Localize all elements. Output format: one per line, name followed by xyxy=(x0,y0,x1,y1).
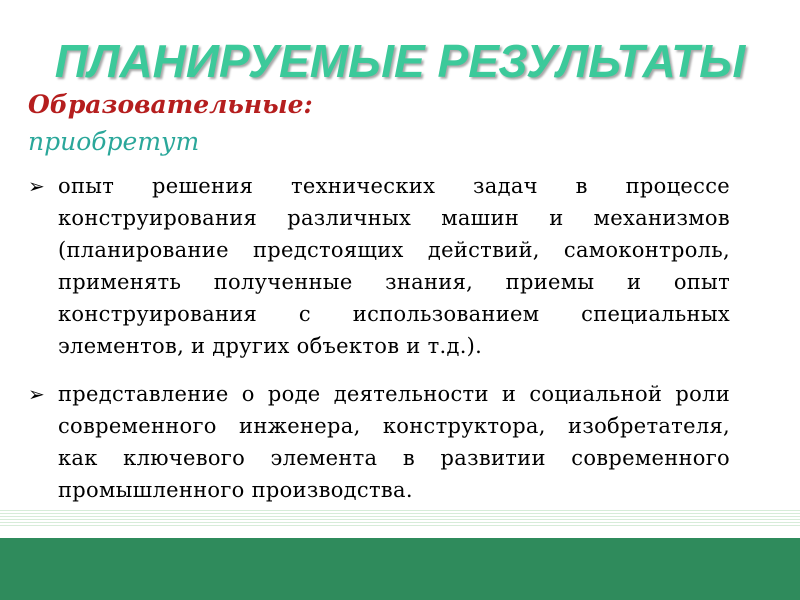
footer-decoration xyxy=(0,510,800,600)
list-item xyxy=(28,170,730,362)
list-item xyxy=(28,378,730,506)
section-subheading: приобретут xyxy=(28,127,200,156)
bullet-list xyxy=(28,170,730,522)
arrow-bullet-icon: ➢ xyxy=(28,174,45,198)
footer-band xyxy=(0,538,800,600)
footer-stripes xyxy=(0,510,800,528)
arrow-bullet-icon: ➢ xyxy=(28,382,45,406)
slide-title: ПЛАНИРУЕМЫЕ РЕЗУЛЬТАТЫ xyxy=(54,35,746,87)
bullet-text: опыт решения технических задач в процессе конструирования различных машин и механизмов (планирование предстоящих действий, самоконтроль, применять полученные знания, приемы и опыт конструирования с использованием специальных элементов, и других объектов и т.д.). xyxy=(58,174,730,358)
bullet-text: представление о роде деятельности и социальной роли современного инженера, конструктора, изобретателя, как ключевого элемента в развитии современного промышленного производства. xyxy=(58,382,730,502)
section-heading: Образовательные: xyxy=(28,90,313,119)
